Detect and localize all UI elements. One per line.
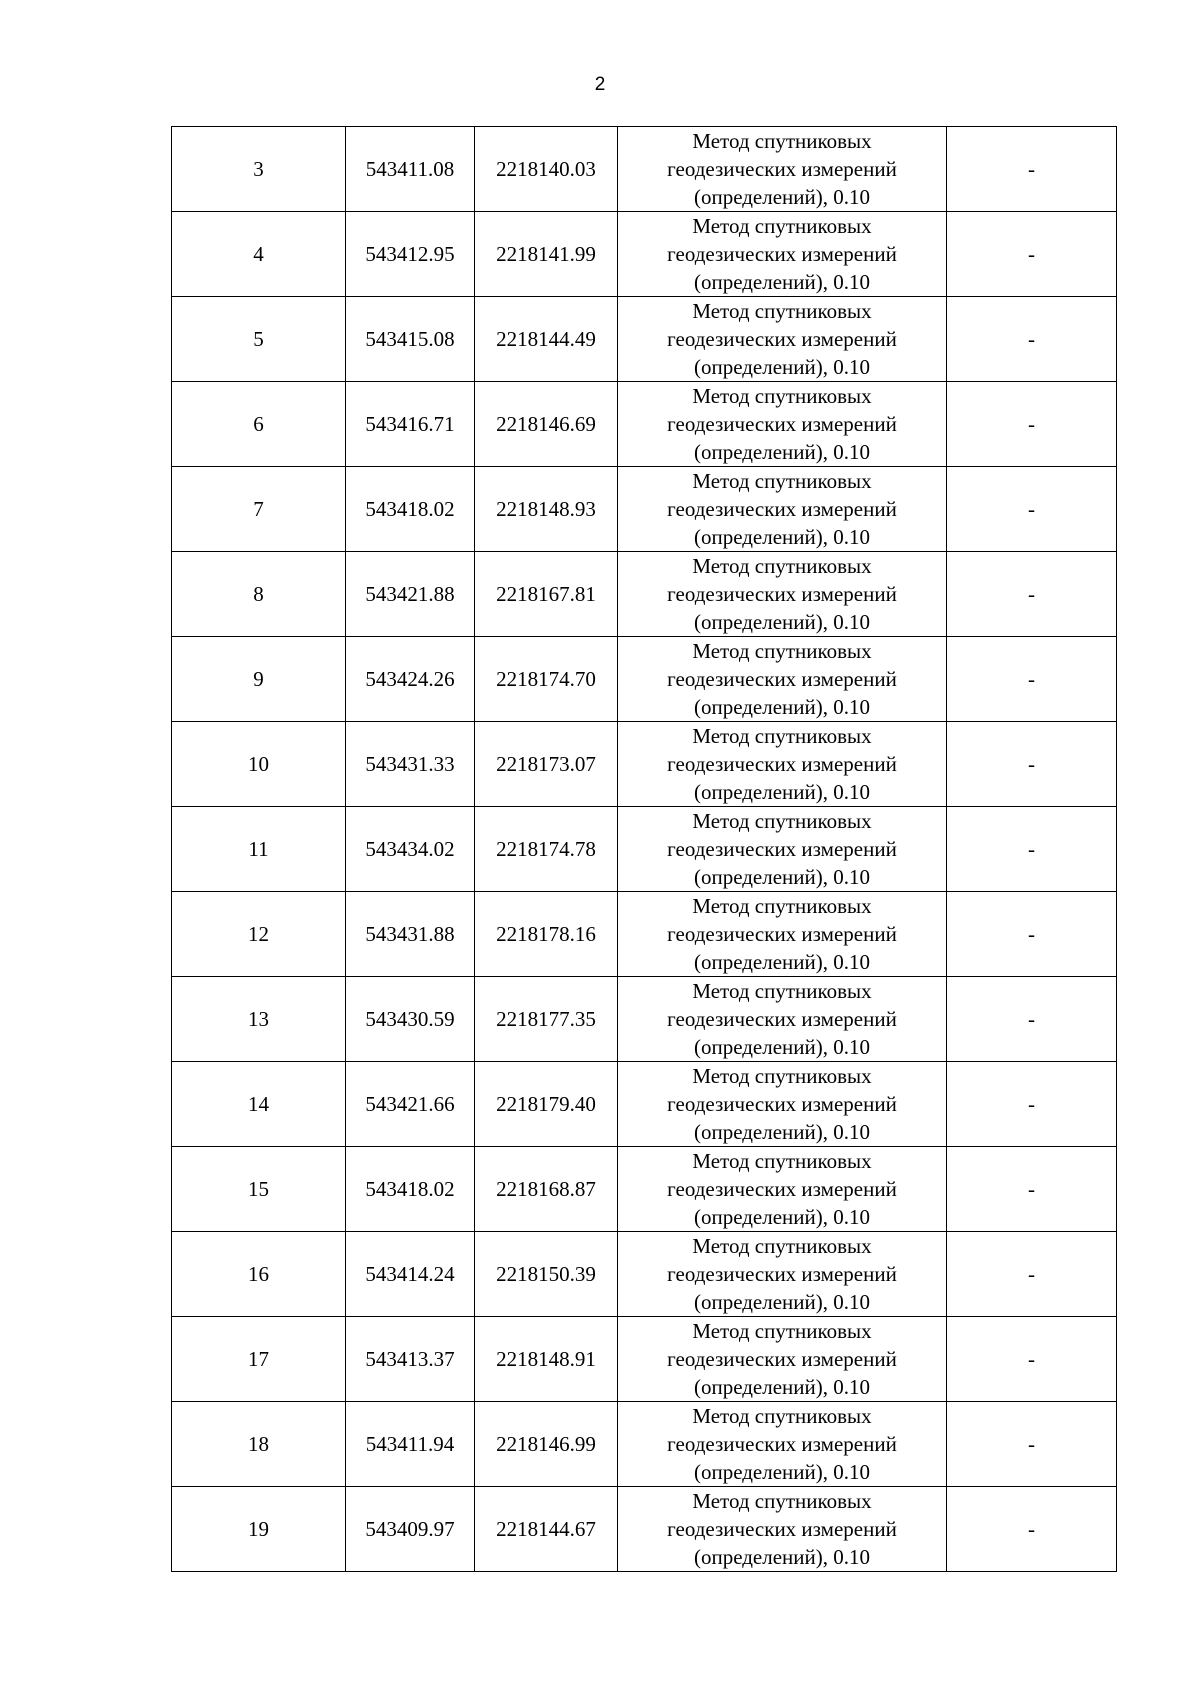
method-line: геодезических измерений xyxy=(667,242,897,266)
y-coordinate-cell: 2218144.49 xyxy=(475,297,618,382)
method-line: (определений), 0.10 xyxy=(693,865,871,889)
method-line: Метод спутниковых xyxy=(692,1319,872,1343)
x-coordinate-cell: 543418.02 xyxy=(346,1147,475,1232)
y-coordinate-cell: 2218167.81 xyxy=(475,552,618,637)
method-line: Метод спутниковых xyxy=(692,724,872,748)
method-line: (определений), 0.10 xyxy=(693,1035,871,1059)
method-line: Метод спутниковых xyxy=(692,979,872,1003)
method-line: (определений), 0.10 xyxy=(693,1290,871,1314)
method-line: (определений), 0.10 xyxy=(693,1460,871,1484)
note-cell: - xyxy=(947,467,1117,552)
point-number-cell: 11 xyxy=(172,807,346,892)
method-cell xyxy=(618,382,947,467)
method-line: (определений), 0.10 xyxy=(693,1375,871,1399)
method-line: (определений), 0.10 xyxy=(693,1545,871,1569)
table-row xyxy=(172,637,1117,722)
method-line: (определений), 0.10 xyxy=(693,1120,871,1144)
table-row xyxy=(172,892,1117,977)
y-coordinate-cell: 2218148.93 xyxy=(475,467,618,552)
note-cell: - xyxy=(947,807,1117,892)
method-cell xyxy=(618,637,947,722)
method-cell xyxy=(618,127,947,212)
x-coordinate-cell: 543411.08 xyxy=(346,127,475,212)
table-row xyxy=(172,1147,1117,1232)
method-line: геодезических измерений xyxy=(667,667,897,691)
x-coordinate-cell: 543411.94 xyxy=(346,1402,475,1487)
method-line: Метод спутниковых xyxy=(692,469,872,493)
method-line: Метод спутниковых xyxy=(692,554,872,578)
table-row xyxy=(172,722,1117,807)
method-line: геодезических измерений xyxy=(667,837,897,861)
method-cell xyxy=(618,892,947,977)
point-number-cell: 6 xyxy=(172,382,346,467)
method-line: (определений), 0.10 xyxy=(693,1205,871,1229)
method-line: (определений), 0.10 xyxy=(693,695,871,719)
x-coordinate-cell: 543430.59 xyxy=(346,977,475,1062)
table-row xyxy=(172,1062,1117,1147)
method-line: (определений), 0.10 xyxy=(693,270,871,294)
method-cell xyxy=(618,807,947,892)
method-line: (определений), 0.10 xyxy=(693,610,871,634)
x-coordinate-cell: 543434.02 xyxy=(346,807,475,892)
x-coordinate-cell: 543409.97 xyxy=(346,1487,475,1572)
method-line: (определений), 0.10 xyxy=(693,525,871,549)
method-cell xyxy=(618,1317,947,1402)
method-line: Метод спутниковых xyxy=(692,894,872,918)
table-row xyxy=(172,552,1117,637)
note-cell: - xyxy=(947,1317,1117,1402)
note-cell: - xyxy=(947,637,1117,722)
method-line: (определений), 0.10 xyxy=(693,780,871,804)
note-cell: - xyxy=(947,552,1117,637)
method-line: геодезических измерений xyxy=(667,1092,897,1116)
coordinates-table-body xyxy=(172,127,1117,1572)
y-coordinate-cell: 2218177.35 xyxy=(475,977,618,1062)
table-row xyxy=(172,807,1117,892)
y-coordinate-cell: 2218178.16 xyxy=(475,892,618,977)
method-line: Метод спутниковых xyxy=(692,809,872,833)
note-cell: - xyxy=(947,892,1117,977)
x-coordinate-cell: 543412.95 xyxy=(346,212,475,297)
coordinates-table xyxy=(171,126,1117,1572)
table-row xyxy=(172,127,1117,212)
y-coordinate-cell: 2218150.39 xyxy=(475,1232,618,1317)
y-coordinate-cell: 2218173.07 xyxy=(475,722,618,807)
note-cell: - xyxy=(947,382,1117,467)
table-row xyxy=(172,1402,1117,1487)
method-line: геодезических измерений xyxy=(667,1432,897,1456)
method-line: (определений), 0.10 xyxy=(693,355,871,379)
table-row xyxy=(172,1232,1117,1317)
note-cell: - xyxy=(947,127,1117,212)
note-cell: - xyxy=(947,1487,1117,1572)
method-cell xyxy=(618,1062,947,1147)
x-coordinate-cell: 543416.71 xyxy=(346,382,475,467)
table-row xyxy=(172,382,1117,467)
method-line: (определений), 0.10 xyxy=(693,440,871,464)
point-number-cell: 14 xyxy=(172,1062,346,1147)
note-cell: - xyxy=(947,1402,1117,1487)
method-line: Метод спутниковых xyxy=(692,1149,872,1173)
point-number-cell: 8 xyxy=(172,552,346,637)
method-line: геодезических измерений xyxy=(667,1262,897,1286)
method-line: Метод спутниковых xyxy=(692,1489,872,1513)
method-line: геодезических измерений xyxy=(667,922,897,946)
point-number-cell: 4 xyxy=(172,212,346,297)
method-line: Метод спутниковых xyxy=(692,639,872,663)
method-line: (определений), 0.10 xyxy=(693,185,871,209)
table-row xyxy=(172,1487,1117,1572)
method-line: геодезических измерений xyxy=(667,1517,897,1541)
table-row xyxy=(172,1317,1117,1402)
method-cell xyxy=(618,1147,947,1232)
method-cell xyxy=(618,722,947,807)
point-number-cell: 7 xyxy=(172,467,346,552)
point-number-cell: 15 xyxy=(172,1147,346,1232)
point-number-cell: 9 xyxy=(172,637,346,722)
point-number-cell: 12 xyxy=(172,892,346,977)
y-coordinate-cell: 2218141.99 xyxy=(475,212,618,297)
y-coordinate-cell: 2218179.40 xyxy=(475,1062,618,1147)
y-coordinate-cell: 2218174.78 xyxy=(475,807,618,892)
table-row xyxy=(172,212,1117,297)
table-row xyxy=(172,297,1117,382)
point-number-cell: 3 xyxy=(172,127,346,212)
x-coordinate-cell: 543424.26 xyxy=(346,637,475,722)
y-coordinate-cell: 2218140.03 xyxy=(475,127,618,212)
note-cell: - xyxy=(947,1147,1117,1232)
method-line: геодезических измерений xyxy=(667,327,897,351)
method-line: геодезических измерений xyxy=(667,752,897,776)
point-number-cell: 17 xyxy=(172,1317,346,1402)
note-cell: - xyxy=(947,722,1117,807)
y-coordinate-cell: 2218148.91 xyxy=(475,1317,618,1402)
point-number-cell: 16 xyxy=(172,1232,346,1317)
y-coordinate-cell: 2218174.70 xyxy=(475,637,618,722)
method-cell xyxy=(618,467,947,552)
method-line: Метод спутниковых xyxy=(692,1404,872,1428)
method-line: Метод спутниковых xyxy=(692,299,872,323)
method-line: геодезических измерений xyxy=(667,582,897,606)
note-cell: - xyxy=(947,297,1117,382)
method-line: Метод спутниковых xyxy=(692,384,872,408)
method-line: геодезических измерений xyxy=(667,1177,897,1201)
x-coordinate-cell: 543413.37 xyxy=(346,1317,475,1402)
point-number-cell: 19 xyxy=(172,1487,346,1572)
x-coordinate-cell: 543421.88 xyxy=(346,552,475,637)
method-line: геодезических измерений xyxy=(667,412,897,436)
point-number-cell: 5 xyxy=(172,297,346,382)
table-row xyxy=(172,467,1117,552)
method-cell xyxy=(618,977,947,1062)
method-cell xyxy=(618,1232,947,1317)
table-row xyxy=(172,977,1117,1062)
method-line: Метод спутниковых xyxy=(692,214,872,238)
y-coordinate-cell: 2218144.67 xyxy=(475,1487,618,1572)
x-coordinate-cell: 543421.66 xyxy=(346,1062,475,1147)
method-line: геодезических измерений xyxy=(667,1347,897,1371)
x-coordinate-cell: 543414.24 xyxy=(346,1232,475,1317)
x-coordinate-cell: 543431.33 xyxy=(346,722,475,807)
x-coordinate-cell: 543415.08 xyxy=(346,297,475,382)
method-line: Метод спутниковых xyxy=(692,1234,872,1258)
note-cell: - xyxy=(947,212,1117,297)
note-cell: - xyxy=(947,977,1117,1062)
method-line: Метод спутниковых xyxy=(692,129,872,153)
method-line: (определений), 0.10 xyxy=(693,950,871,974)
point-number-cell: 13 xyxy=(172,977,346,1062)
method-cell xyxy=(618,1402,947,1487)
method-line: геодезических измерений xyxy=(667,157,897,181)
y-coordinate-cell: 2218146.69 xyxy=(475,382,618,467)
method-line: геодезических измерений xyxy=(667,497,897,521)
method-cell xyxy=(618,552,947,637)
point-number-cell: 10 xyxy=(172,722,346,807)
method-line: Метод спутниковых xyxy=(692,1064,872,1088)
y-coordinate-cell: 2218146.99 xyxy=(475,1402,618,1487)
point-number-cell: 18 xyxy=(172,1402,346,1487)
method-cell xyxy=(618,1487,947,1572)
note-cell: - xyxy=(947,1062,1117,1147)
y-coordinate-cell: 2218168.87 xyxy=(475,1147,618,1232)
method-cell xyxy=(618,297,947,382)
method-cell xyxy=(618,212,947,297)
x-coordinate-cell: 543418.02 xyxy=(346,467,475,552)
method-line: геодезических измерений xyxy=(667,1007,897,1031)
note-cell: - xyxy=(947,1232,1117,1317)
x-coordinate-cell: 543431.88 xyxy=(346,892,475,977)
page-number: 2 xyxy=(594,74,606,95)
